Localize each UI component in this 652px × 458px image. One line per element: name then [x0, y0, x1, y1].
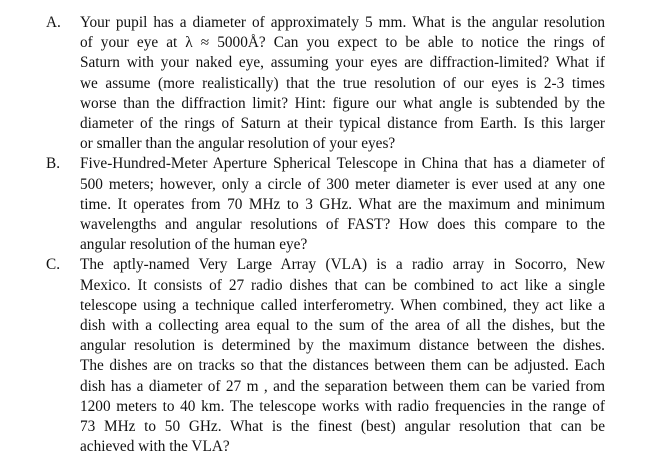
problem-a-line: worse than the diffraction limit? Hint: figure our what angle is subtended by the — [80, 94, 605, 112]
problem-b-line: time. It operates from 70 MHz to 3 GHz. What are the maximum and minimum — [80, 195, 605, 213]
problem-a-line: diameter of the rings of Saturn at their typical distance from Earth. Is this larger — [80, 114, 605, 132]
problem-c-line: 1200 meters to 40 km. The telescope works with radio frequencies in the range of — [80, 397, 605, 415]
problem-b-letter: B. — [46, 155, 61, 173]
problem-a-line: Saturn with your naked eye, assuming your eyes are diffraction-limited? What if — [80, 54, 605, 72]
problem-c-text — [80, 255, 605, 457]
problem-b-line: angular resolution of the human eye? — [80, 236, 308, 254]
problem-b-line: wavelengths and angular resolutions of FAST? How does this compare to the — [80, 215, 605, 233]
problem-c-line: 73 MHz to 50 GHz. What is the finest (best) angular resolution that can be — [80, 417, 605, 435]
problem-a-line: Your pupil has a diameter of approximately 5 mm. What is the angular resolution — [80, 14, 605, 31]
problem-c-line: achieved with the VLA? — [80, 438, 230, 456]
problem-a-line: we assume (more realistically) that the true resolution of our eyes is 2-3 times — [80, 74, 605, 92]
problem-c-line: The aptly-named Very Large Array (VLA) is a radio array in Socorro, New — [80, 256, 605, 274]
problem-c-line: angular resolution is determined by the maximum distance between the dishes. — [80, 337, 605, 355]
problem-c-line: The dishes are on tracks so that the distances between them can be adjusted. Each — [80, 357, 605, 375]
problem-b-line: 500 meters; however, only a circle of 300 meter diameter is ever used at any one — [80, 175, 605, 193]
problem-c-line: dish has a diameter of 27 m , and the separation between them can be varied from — [80, 377, 605, 395]
problem-a-line: of your eye at λ ≈ 5000Å? Can you expect to be able to notice the rings of — [80, 34, 605, 52]
problem-a-text — [80, 13, 605, 154]
problem-a-line: or smaller than the angular resolution of your eyes? — [80, 135, 396, 153]
problem-c-line: dish with a collecting area equal to the sum of the area of all the dishes, but the — [80, 316, 605, 334]
problem-a-letter: A. — [46, 14, 61, 31]
problem-c-line: telescope using a technique called interferometry. When combined, they act like a — [80, 296, 605, 314]
problem-b-text — [80, 154, 605, 255]
problem-c-letter: C. — [46, 256, 61, 274]
problem-b-line: Five-Hundred-Meter Aperture Spherical Telescope in China that has a diameter of — [80, 155, 605, 173]
problem-c-line: Mexico. It consists of 27 radio dishes that can be combined to act like a single — [80, 276, 605, 294]
